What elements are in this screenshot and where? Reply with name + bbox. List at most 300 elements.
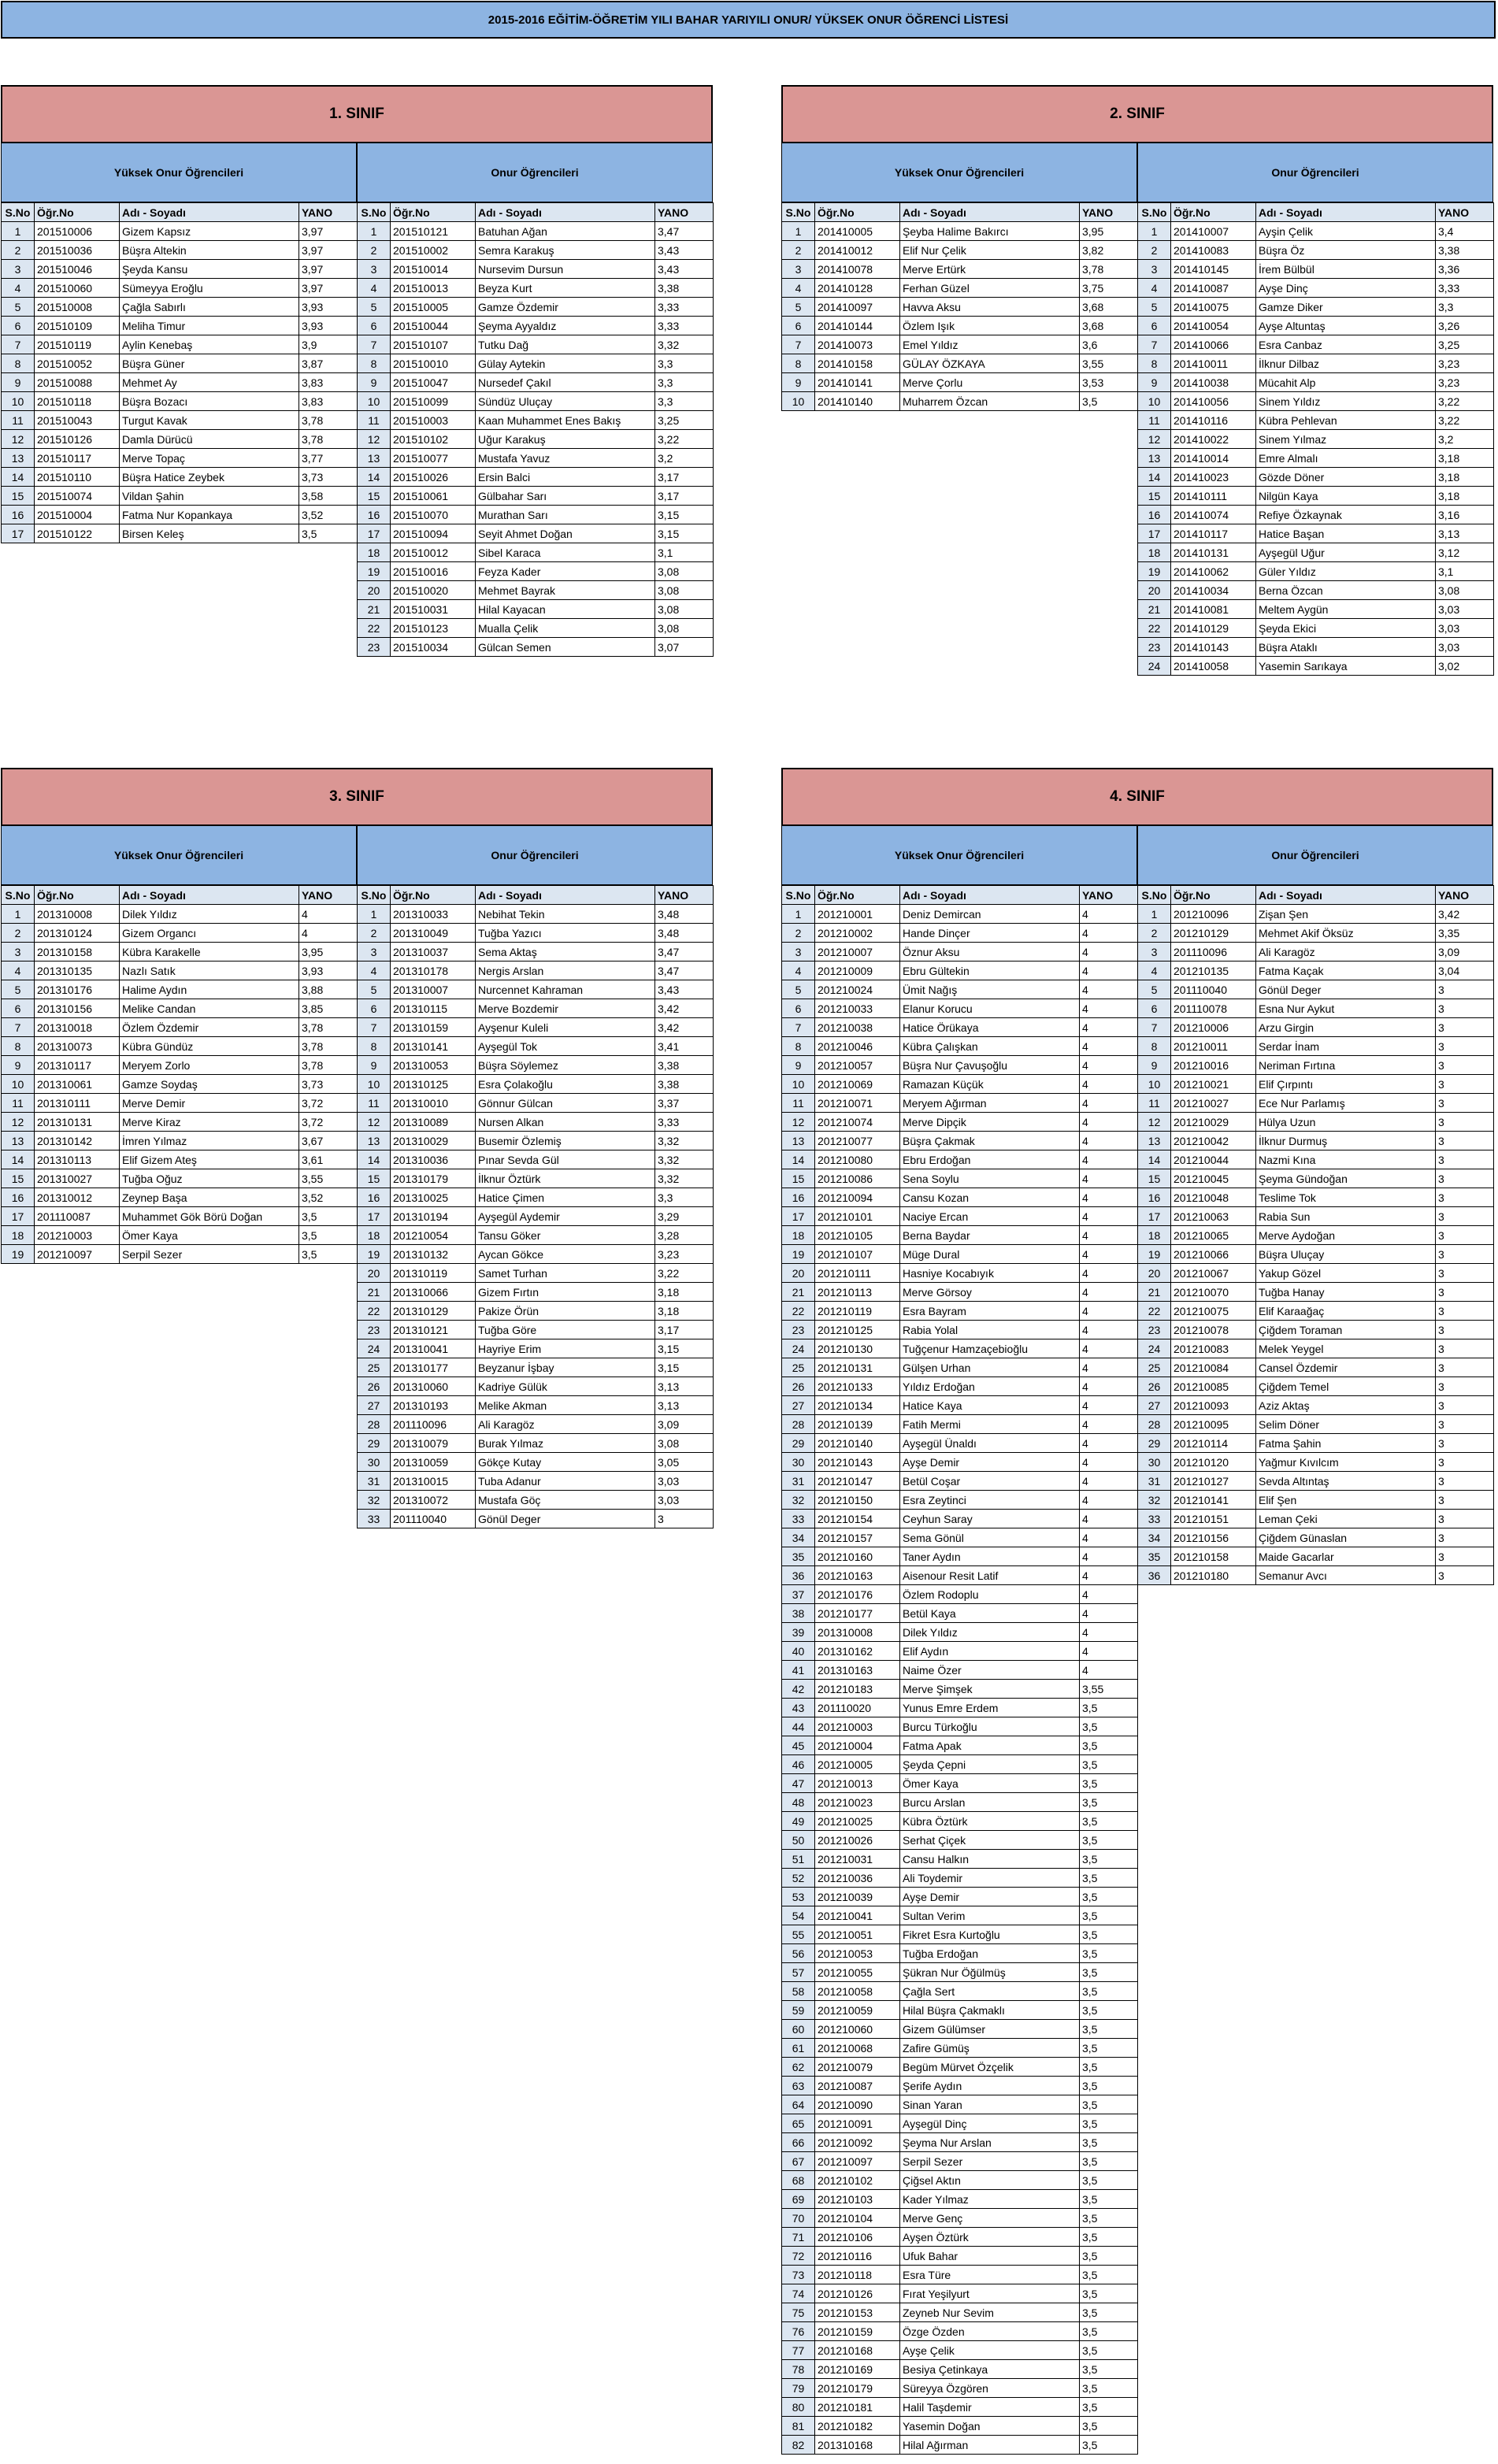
cell-yano: 3 (1436, 1245, 1494, 1264)
cell-yano: 3,47 (655, 943, 714, 962)
cell-name: Mualla Çelik (476, 619, 655, 638)
cell-name: Yasemin Sarıkaya (1256, 657, 1436, 676)
table-row (782, 1812, 1138, 1831)
cell-name: Sinan Yaran (900, 2095, 1080, 2114)
cell-yano: 3 (1436, 1528, 1494, 1547)
cell-no: 201210159 (815, 2322, 900, 2341)
cell-no: 201210059 (815, 2001, 900, 2020)
table-row (358, 543, 714, 562)
column-header: YANO (299, 886, 358, 905)
cell-yano: 3,52 (299, 1188, 358, 1207)
cell-yano: 3,55 (1080, 1680, 1138, 1699)
cell-sno: 56 (782, 1944, 815, 1963)
table-row (2, 1226, 358, 1245)
cell-yano: 4 (1080, 1245, 1138, 1264)
table-row (2, 962, 358, 980)
cell-name: Ece Nur Parlamış (1256, 1094, 1436, 1113)
cell-no: 201210103 (815, 2190, 900, 2209)
cell-sno: 19 (1138, 562, 1171, 581)
cell-yano: 3,42 (655, 999, 714, 1018)
cell-yano: 3,97 (299, 279, 358, 298)
table-row (782, 1982, 1138, 2001)
cell-sno: 45 (782, 1736, 815, 1755)
table-row (782, 2228, 1138, 2247)
cell-sno: 28 (1138, 1415, 1171, 1434)
cell-name: Kader Yılmaz (900, 2190, 1080, 2209)
cell-name: Büşra Altekin (120, 241, 299, 260)
cell-yano: 4 (1080, 1339, 1138, 1358)
cell-sno: 17 (358, 1207, 391, 1226)
cell-name: Ayşe Çelik (900, 2341, 1080, 2360)
cell-name: Tansu Göker (476, 1226, 655, 1245)
cell-no: 201210168 (815, 2341, 900, 2360)
cell-no: 201110087 (35, 1207, 120, 1226)
cell-yano: 3,5 (1080, 2322, 1138, 2341)
cell-no: 201210063 (1171, 1207, 1256, 1226)
cell-sno: 8 (1138, 1037, 1171, 1056)
cell-name: Fırat Yeşilyurt (900, 2284, 1080, 2303)
cell-yano: 3 (1436, 1132, 1494, 1150)
cell-no: 201410054 (1171, 317, 1256, 335)
cell-name: Ömer Kaya (900, 1774, 1080, 1793)
cell-sno: 6 (358, 999, 391, 1018)
cell-sno: 1 (1138, 905, 1171, 924)
cell-no: 201210075 (1171, 1302, 1256, 1321)
cell-name: Özge Özden (900, 2322, 1080, 2341)
cell-no: 201210071 (815, 1094, 900, 1113)
cell-yano: 3 (1436, 1510, 1494, 1528)
cell-name: Cansu Halkın (900, 1850, 1080, 1869)
cell-no: 201210134 (815, 1396, 900, 1415)
cell-name: İlknur Durmuş (1256, 1132, 1436, 1150)
table-row (1138, 999, 1494, 1018)
table-row (782, 1415, 1138, 1434)
cell-no: 201210147 (815, 1472, 900, 1491)
table-row (782, 1755, 1138, 1774)
table-row (782, 241, 1138, 260)
table-row (358, 1321, 714, 1339)
cell-sno: 23 (358, 1321, 391, 1339)
cell-name: Semanur Avcı (1256, 1566, 1436, 1585)
cell-name: Hayriye Erim (476, 1339, 655, 1358)
cell-yano: 3,5 (1080, 2209, 1138, 2228)
cell-yano: 4 (1080, 1018, 1138, 1037)
table-row (782, 2095, 1138, 2114)
cell-no: 201210140 (815, 1434, 900, 1453)
cell-sno: 5 (358, 298, 391, 317)
cell-no: 201210135 (1171, 962, 1256, 980)
table-row (1138, 1132, 1494, 1150)
cell-name: Büşra Nur Çavuşoğlu (900, 1056, 1080, 1075)
cell-name: Ali Karagöz (476, 1415, 655, 1434)
cell-sno: 4 (358, 279, 391, 298)
cell-name: Gamze Diker (1256, 298, 1436, 317)
cell-sno: 9 (358, 1056, 391, 1075)
cell-yano: 3,38 (655, 1075, 714, 1094)
table-row (358, 1245, 714, 1264)
cell-no: 201510102 (391, 430, 476, 449)
cell-yano: 4 (299, 924, 358, 943)
cell-yano: 3,5 (1080, 1850, 1138, 1869)
table-row (782, 1661, 1138, 1680)
cell-yano: 3,03 (655, 1472, 714, 1491)
cell-no: 201210105 (815, 1226, 900, 1245)
cell-name: Mehmet Ay (120, 373, 299, 392)
group-title: Onur Öğrencileri (1137, 143, 1493, 202)
table-row (2, 449, 358, 468)
cell-sno: 13 (358, 1132, 391, 1150)
column-header: S.No (2, 886, 35, 905)
cell-yano: 4 (1080, 1415, 1138, 1434)
cell-yano: 4 (1080, 1661, 1138, 1680)
cell-no: 201410038 (1171, 373, 1256, 392)
cell-yano: 3,18 (1436, 487, 1494, 506)
cell-name: Şükran Nur Öğülmüş (900, 1963, 1080, 1982)
cell-no: 201310117 (35, 1056, 120, 1075)
cell-yano: 4 (1080, 1528, 1138, 1547)
cell-no: 201210087 (815, 2077, 900, 2095)
cell-no: 201310131 (35, 1113, 120, 1132)
student-table (1, 202, 358, 543)
cell-no: 201510003 (391, 411, 476, 430)
cell-yano: 3,61 (299, 1150, 358, 1169)
table-row (358, 1377, 714, 1396)
cell-sno: 4 (1138, 279, 1171, 298)
table-row (1138, 222, 1494, 241)
cell-sno: 18 (2, 1226, 35, 1245)
cell-yano: 3,5 (299, 1207, 358, 1226)
cell-no: 201210101 (815, 1207, 900, 1226)
honor-column (357, 143, 713, 657)
cell-no: 201210179 (815, 2379, 900, 2398)
high-honor-column (781, 143, 1137, 411)
table-row (782, 1264, 1138, 1283)
cell-sno: 7 (782, 1018, 815, 1037)
table-row (782, 924, 1138, 943)
cell-no: 201210074 (815, 1113, 900, 1132)
cell-sno: 9 (2, 373, 35, 392)
cell-name: Turgut Kavak (120, 411, 299, 430)
column-header: Öğr.No (815, 203, 900, 222)
cell-sno: 28 (782, 1415, 815, 1434)
cell-name: Ayşenur Kuleli (476, 1018, 655, 1037)
cell-sno: 19 (2, 1245, 35, 1264)
cell-yano: 3,12 (1436, 543, 1494, 562)
cell-sno: 19 (782, 1245, 815, 1264)
cell-name: Mehmet Bayrak (476, 581, 655, 600)
cell-no: 201110096 (1171, 943, 1256, 962)
cell-yano: 3 (1436, 1283, 1494, 1302)
cell-yano: 3,95 (299, 943, 358, 962)
table-row (2, 1037, 358, 1056)
table-header-row (1138, 203, 1494, 222)
cell-sno: 47 (782, 1774, 815, 1793)
cell-yano: 3,5 (1080, 2133, 1138, 2152)
cell-name: Deniz Demircan (900, 905, 1080, 924)
cell-yano: 4 (1080, 1169, 1138, 1188)
cell-no: 201210092 (815, 2133, 900, 2152)
cell-no: 201410145 (1171, 260, 1256, 279)
cell-yano: 3,33 (655, 298, 714, 317)
cell-sno: 12 (2, 1113, 35, 1132)
cell-yano: 3,08 (655, 562, 714, 581)
table-row (1138, 317, 1494, 335)
cell-name: Hatice Kaya (900, 1396, 1080, 1415)
column-header: YANO (655, 203, 714, 222)
cell-no: 201310059 (391, 1453, 476, 1472)
cell-name: Burcu Arslan (900, 1793, 1080, 1812)
column-header: YANO (1436, 886, 1494, 905)
cell-sno: 34 (1138, 1528, 1171, 1547)
cell-no: 201310193 (391, 1396, 476, 1415)
cell-name: Kübra Pehlevan (1256, 411, 1436, 430)
table-row (782, 1037, 1138, 1056)
cell-yano: 3 (1436, 1547, 1494, 1566)
cell-yano: 3,5 (1080, 1869, 1138, 1888)
cell-yano: 3 (1436, 1377, 1494, 1396)
cell-name: Ayşe Demir (900, 1888, 1080, 1906)
cell-name: Gamze Soydaş (120, 1075, 299, 1094)
group-title: Onur Öğrencileri (357, 826, 713, 885)
table-row (782, 1377, 1138, 1396)
cell-no: 201210158 (1171, 1547, 1256, 1566)
table-row (358, 943, 714, 962)
table-row (1138, 1321, 1494, 1339)
cell-sno: 6 (782, 317, 815, 335)
cell-yano: 3,5 (1080, 1925, 1138, 1944)
cell-name: Şeyma Nur Arslan (900, 2133, 1080, 2152)
cell-sno: 61 (782, 2039, 815, 2058)
cell-sno: 27 (358, 1396, 391, 1415)
cell-yano: 3 (1436, 1056, 1494, 1075)
cell-yano: 3 (1436, 1396, 1494, 1415)
cell-no: 201510016 (391, 562, 476, 581)
cell-sno: 8 (1138, 354, 1171, 373)
table-row (1138, 411, 1494, 430)
cell-name: Tuğba Erdoğan (900, 1944, 1080, 1963)
cell-name: Hande Dinçer (900, 924, 1080, 943)
cell-sno: 9 (2, 1056, 35, 1075)
cell-sno: 12 (1138, 1113, 1171, 1132)
cell-yano: 3,1 (655, 543, 714, 562)
table-row (358, 1226, 714, 1245)
cell-name: Meltem Aygün (1256, 600, 1436, 619)
cell-sno: 68 (782, 2171, 815, 2190)
cell-sno: 40 (782, 1642, 815, 1661)
cell-no: 201210054 (391, 1226, 476, 1245)
cell-no: 201410144 (815, 317, 900, 335)
cell-sno: 16 (2, 506, 35, 524)
table-row (358, 222, 714, 241)
cell-name: Gökçe Kutay (476, 1453, 655, 1472)
cell-sno: 10 (1138, 1075, 1171, 1094)
table-row (782, 1888, 1138, 1906)
cell-sno: 32 (1138, 1491, 1171, 1510)
table-row (358, 279, 714, 298)
cell-sno: 5 (2, 298, 35, 317)
cell-sno: 7 (1138, 1018, 1171, 1037)
cell-yano: 3,38 (655, 279, 714, 298)
cell-yano: 3,5 (1080, 2398, 1138, 2417)
cell-name: Nergis Arslan (476, 962, 655, 980)
cell-no: 201210131 (815, 1358, 900, 1377)
cell-yano: 3,68 (1080, 298, 1138, 317)
cell-sno: 6 (1138, 999, 1171, 1018)
cell-yano: 3 (1436, 980, 1494, 999)
cell-yano: 3,33 (655, 317, 714, 335)
cell-name: Kübra Gündüz (120, 1037, 299, 1056)
cell-name: Mücahit Alp (1256, 373, 1436, 392)
cell-name: Merve Topaç (120, 449, 299, 468)
cell-no: 201510126 (35, 430, 120, 449)
page-title: 2015-2016 EĞİTİM-ÖĞRETİM YILI BAHAR YARIYILI ONUR/ YÜKSEK ONUR ÖĞRENCİ LİSTESİ (1, 1, 1496, 39)
table-row (358, 392, 714, 411)
cell-name: Betül Coşar (900, 1472, 1080, 1491)
cell-name: Sultan Verim (900, 1906, 1080, 1925)
table-row (1138, 279, 1494, 298)
cell-no: 201310115 (391, 999, 476, 1018)
cell-no: 201510074 (35, 487, 120, 506)
cell-name: Gizem Organcı (120, 924, 299, 943)
cell-yano: 4 (1080, 943, 1138, 962)
table-row (782, 1906, 1138, 1925)
cell-sno: 6 (2, 317, 35, 335)
table-row (782, 2209, 1138, 2228)
cell-yano: 3 (1436, 1094, 1494, 1113)
table-row (782, 1453, 1138, 1472)
cell-name: Ramazan Küçük (900, 1075, 1080, 1094)
table-row (1138, 1169, 1494, 1188)
cell-sno: 13 (2, 1132, 35, 1150)
cell-yano: 3,5 (1080, 1906, 1138, 1925)
cell-sno: 10 (358, 1075, 391, 1094)
cell-sno: 16 (358, 506, 391, 524)
cell-sno: 16 (782, 1188, 815, 1207)
table-row (2, 411, 358, 430)
cell-name: Betül Kaya (900, 1604, 1080, 1623)
cell-sno: 11 (2, 411, 35, 430)
cell-sno: 69 (782, 2190, 815, 2209)
cell-yano: 4 (1080, 980, 1138, 999)
table-row (2, 506, 358, 524)
cell-sno: 8 (2, 1037, 35, 1056)
cell-name: Çağla Sabırlı (120, 298, 299, 317)
cell-yano: 4 (1080, 1207, 1138, 1226)
cell-name: Fatih Mermi (900, 1415, 1080, 1434)
table-row (782, 1623, 1138, 1642)
cell-no: 201310061 (35, 1075, 120, 1094)
table-row (782, 1056, 1138, 1075)
cell-sno: 7 (358, 335, 391, 354)
cell-sno: 73 (782, 2266, 815, 2284)
table-row (1138, 543, 1494, 562)
cell-name: Özlem Işık (900, 317, 1080, 335)
table-row (358, 1510, 714, 1528)
cell-sno: 3 (358, 943, 391, 962)
table-row (1138, 581, 1494, 600)
cell-sno: 28 (358, 1415, 391, 1434)
cell-name: Pakize Örün (476, 1302, 655, 1321)
cell-sno: 12 (1138, 430, 1171, 449)
cell-no: 201210090 (815, 2095, 900, 2114)
cell-yano: 4 (1080, 1491, 1138, 1510)
cell-name: Taner Aydın (900, 1547, 1080, 1566)
cell-name: Fatma Apak (900, 1736, 1080, 1755)
cell-no: 201310053 (391, 1056, 476, 1075)
cell-name: Elanur Korucu (900, 999, 1080, 1018)
table-row (782, 2077, 1138, 2095)
cell-no: 201310018 (35, 1018, 120, 1037)
cell-sno: 3 (1138, 260, 1171, 279)
cell-sno: 63 (782, 2077, 815, 2095)
cell-name: Hatice Örükaya (900, 1018, 1080, 1037)
cell-sno: 57 (782, 1963, 815, 1982)
cell-yano: 3,5 (1080, 2303, 1138, 2322)
cell-yano: 4 (1080, 999, 1138, 1018)
cell-name: Kübra Karakelle (120, 943, 299, 962)
cell-name: Büşra Ataklı (1256, 638, 1436, 657)
cell-yano: 3,08 (655, 581, 714, 600)
group-title: Onur Öğrencileri (357, 143, 713, 202)
table-row (782, 2360, 1138, 2379)
honor-column (357, 826, 713, 1528)
cell-no: 201210119 (815, 1302, 900, 1321)
cell-yano: 3,5 (1080, 1736, 1138, 1755)
cell-name: Kadriye Gülük (476, 1377, 655, 1396)
table-row (2, 1094, 358, 1113)
cell-no: 201310129 (391, 1302, 476, 1321)
cell-name: Emre Almalı (1256, 449, 1436, 468)
table-row (782, 1396, 1138, 1415)
cell-yano: 3,5 (1080, 2417, 1138, 2436)
cell-sno: 17 (358, 524, 391, 543)
cell-yano: 3 (1436, 999, 1494, 1018)
cell-yano: 3,78 (299, 411, 358, 430)
cell-sno: 23 (1138, 638, 1171, 657)
cell-name: Halime Aydın (120, 980, 299, 999)
table-row (782, 1717, 1138, 1736)
cell-name: Çiğdem Günaslan (1256, 1528, 1436, 1547)
cell-name: Burcu Türkoğlu (900, 1717, 1080, 1736)
table-row (358, 430, 714, 449)
group-title: Yüksek Onur Öğrencileri (1, 143, 357, 202)
cell-yano: 3,5 (1080, 1944, 1138, 1963)
table-row (2, 1113, 358, 1132)
table-row (2, 1207, 358, 1226)
cell-sno: 9 (358, 373, 391, 392)
table-row (782, 1283, 1138, 1302)
cell-name: Leman Çeki (1256, 1510, 1436, 1528)
cell-yano: 3,75 (1080, 279, 1138, 298)
cell-yano: 3,93 (299, 962, 358, 980)
cell-no: 201410141 (815, 373, 900, 392)
cell-yano: 3,17 (655, 487, 714, 506)
cell-no: 201510061 (391, 487, 476, 506)
table-row (782, 1944, 1138, 1963)
cell-name: Havva Aksu (900, 298, 1080, 317)
table-row (1138, 1056, 1494, 1075)
table-row (358, 1434, 714, 1453)
cell-name: Gönnur Gülcan (476, 1094, 655, 1113)
cell-no: 201110040 (1171, 980, 1256, 999)
column-header: YANO (655, 886, 714, 905)
cell-name: Yakup Gözel (1256, 1264, 1436, 1283)
cell-name: Esra Zeytinci (900, 1491, 1080, 1510)
cell-sno: 17 (2, 524, 35, 543)
cell-sno: 15 (2, 1169, 35, 1188)
cell-name: İlknur Dilbaz (1256, 354, 1436, 373)
cell-sno: 15 (358, 1169, 391, 1188)
